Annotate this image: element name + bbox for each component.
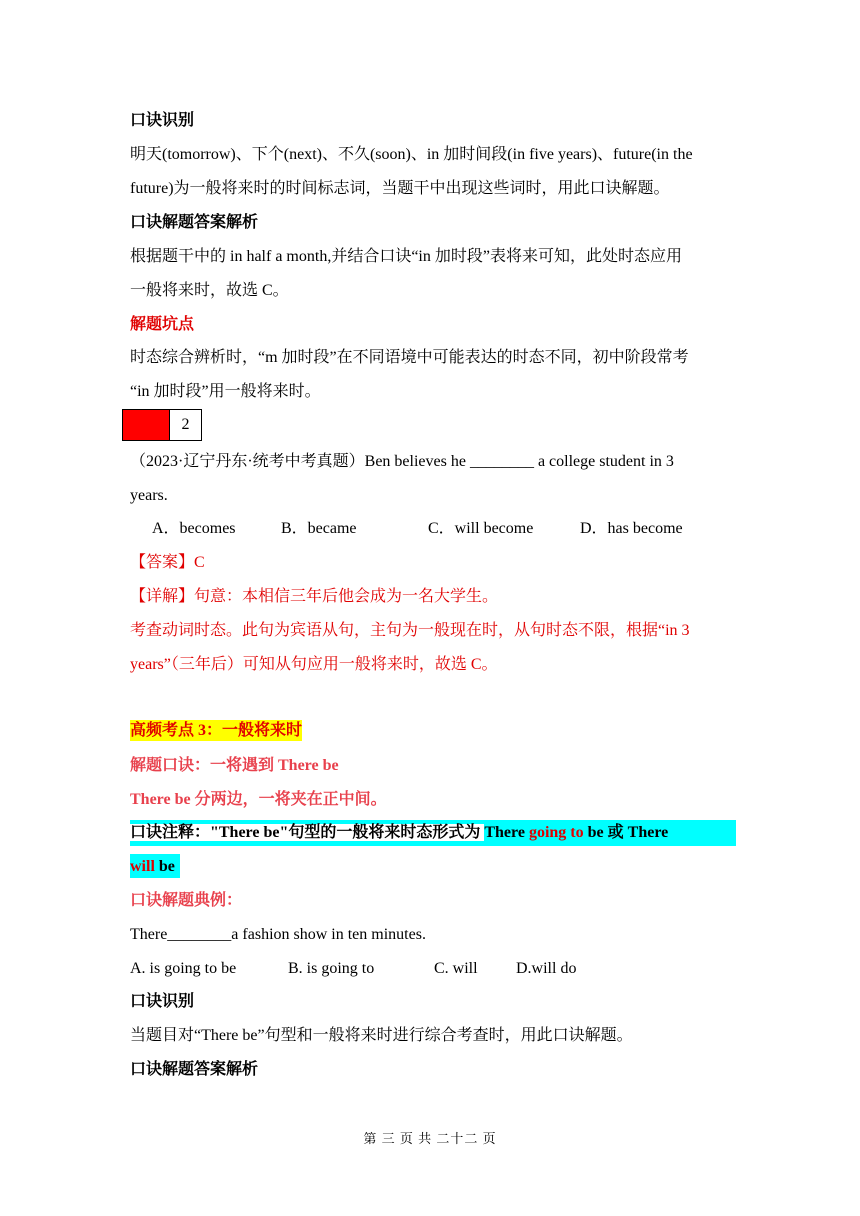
question-stem: years. (130, 487, 168, 504)
answer-tag: 【答案】 (130, 554, 195, 571)
example-label: 口诀解题典例： (130, 892, 243, 909)
heading-analysis: 口诀解题答案解析 (130, 214, 259, 231)
note-going-to: going to (528, 824, 584, 841)
heading-identify: 口诀识别 (130, 112, 195, 129)
option-b: B．became (281, 520, 357, 537)
rhyme-line: There be 分两边，一将夹在正中间。 (130, 791, 387, 808)
note-be: be (583, 824, 604, 841)
rhyme-label: 解题口诀：一将遇到 There be (130, 757, 339, 774)
detail-text: 句意：本相信三年后他会成为一名大学生。 (194, 588, 499, 605)
explanation-line: 考查动词时态。此句为宾语从句，主句为一般现在时，从句时态不限，根据“in 3 (130, 622, 690, 639)
section-title (130, 720, 302, 742)
note-or: 或 (603, 824, 628, 841)
note-there: There (484, 824, 529, 841)
paragraph-line: 时态综合辨析时，“m 加时段”在不同语境中可能表达的时态不同，初中阶段常考 (130, 349, 689, 366)
question-number: 2 (170, 409, 202, 441)
detail-tag: 【详解】 (130, 588, 195, 605)
detail-line (130, 586, 498, 608)
note-there-2: There (627, 824, 669, 841)
note-line-2 (130, 856, 175, 878)
option-a: A．becomes (152, 520, 236, 537)
option-c: C．will become (428, 520, 534, 537)
heading-pitfall: 解题坑点 (130, 316, 195, 333)
note-be-2: be (154, 858, 175, 875)
note-will: will (130, 858, 155, 875)
note-prefix: 口诀注释："There be"句型的一般将来时态形式为 (130, 824, 485, 841)
paragraph-line: future)为一般将来时的时间标志词，当题干中出现这些词时，用此口诀解题。 (130, 180, 670, 197)
explanation-line: years”（三年后）可知从句应用一般将来时，故选 C。 (130, 656, 498, 673)
answer-line (130, 552, 205, 574)
paragraph-line: 当题目对“There be”句型和一般将来时进行综合考查时，用此口诀解题。 (130, 1027, 633, 1044)
question-stem: （2023·辽宁丹东·统考中考真题）Ben believes he ________ a college student in 3 (130, 453, 674, 470)
option-d: D．has become (580, 520, 683, 537)
paragraph-line: 一般将来时，故选 C。 (130, 282, 289, 299)
section-title-text: 高频考点 3：一般将来时 (130, 722, 303, 739)
heading-analysis-2: 口诀解题答案解析 (130, 1061, 259, 1078)
page-footer: 第 三 页 共 二十二 页 (363, 1131, 497, 1146)
red-marker (122, 409, 170, 441)
paragraph-line: “in 加时段”用一般将来时。 (130, 383, 321, 400)
example-option-c: C. will (434, 960, 478, 977)
paragraph-line: 根据题干中的 in half a month,并结合口诀“in 加时段”表将来可知，此处时态应用 (130, 248, 682, 265)
example-option-d: D.will do (516, 960, 577, 977)
example-option-a: A. is going to be (130, 960, 237, 977)
example-question: There________a fashion show in ten minutes. (130, 926, 426, 943)
heading-identify-2: 口诀识别 (130, 993, 195, 1010)
example-option-b: B. is going to (288, 960, 375, 977)
answer-value: C (194, 554, 205, 571)
paragraph-line: 明天(tomorrow)、下个(next)、不久(soon)、in 加时间段(in five years)、future(in the (130, 146, 693, 163)
question-number-box (122, 409, 202, 441)
note-line (130, 822, 668, 844)
